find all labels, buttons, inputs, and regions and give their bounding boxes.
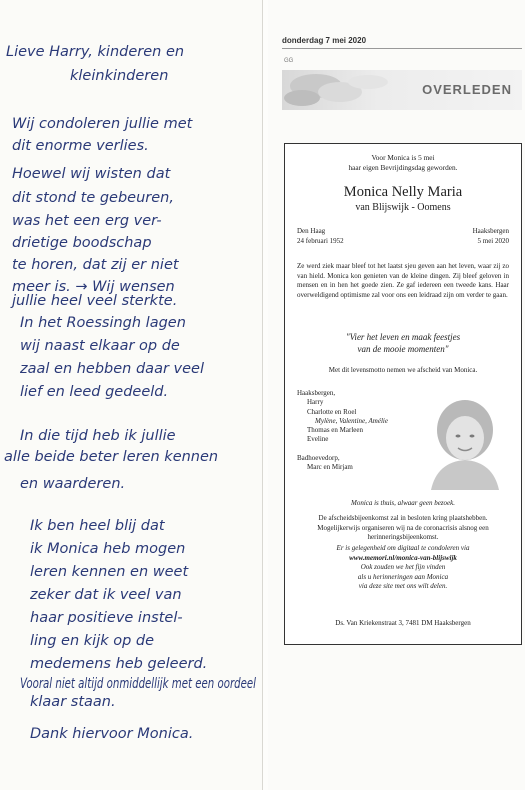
letter-line: Hoewel wij wisten dat — [12, 166, 171, 182]
online-line: Ook zouden we het fijn vinden — [360, 563, 446, 571]
family-address: Ds. Van Kriekenstraat 3, 7481 DM Haaksbergen — [335, 619, 471, 627]
death-notice — [284, 143, 522, 645]
family-place: Haaksbergen, — [297, 389, 336, 397]
memori-link[interactable]: www.memori.nl/monica-van-blijswijk — [349, 553, 457, 562]
letter-line: kleinkinderen — [70, 68, 169, 84]
family-member: Harry — [307, 398, 324, 407]
letter-line: en waarderen. — [20, 476, 126, 492]
deceased-surname: van Blijswijk - Oomens — [355, 202, 451, 213]
quote-line: "Vier het leven en maak feestjes — [345, 332, 461, 342]
birth-date: 24 februari 1952 — [297, 236, 344, 245]
family-member: Marc en Mirjam — [307, 463, 353, 472]
letter-line: In het Roessingh lagen — [20, 315, 186, 331]
death-info — [473, 227, 509, 246]
farewell-note: De afscheidsbijeenkomst zal in besloten kring plaatshebben. Mogelijkerwijs organiseren wij na de coronacrisis alsnog een herinneringsbijeenkomst. — [317, 514, 489, 541]
deceased-name: Monica Nelly Maria — [343, 184, 463, 200]
letter-line: ik Monica heb mogen — [30, 541, 186, 557]
letter-line: Dank hiervoor Monica. — [30, 726, 194, 742]
letter-text — [0, 0, 262, 790]
family-place: Badhoevedorp, — [297, 453, 340, 462]
family-member: Charlotte en Roel — [307, 407, 357, 416]
quote-line: van de mooie momenten" — [357, 343, 449, 354]
letter-line: Vooral niet altijd onmiddellijk met een oordeel — [20, 676, 256, 692]
section-title: OVERLEDEN — [422, 82, 512, 97]
letter-line: te horen, dat zij er niet — [12, 257, 179, 273]
letter-line: ling en kijk op de — [30, 633, 155, 649]
letter-line: klaar staan. — [30, 694, 116, 710]
letter-line: haar positieve instel- — [30, 610, 183, 626]
online-line: als u herinneringen aan Monica — [357, 572, 449, 581]
family-member: Mylène, Valentine, Amélie — [315, 416, 388, 425]
letter-line: jullie heel veel sterkte. — [12, 293, 178, 309]
letter-line: alle beide beter leren kennen — [4, 449, 219, 465]
online-line: via deze site met ons wilt delen. — [358, 582, 448, 590]
notice-intro — [285, 153, 521, 173]
family-list — [297, 389, 388, 472]
letter-line: meer is. → Wij wensen — [12, 279, 175, 295]
online-condolence — [285, 544, 521, 592]
letter-line: In die tijd heb ik jullie — [20, 428, 176, 444]
letter-line: leren kennen en weet — [30, 564, 189, 580]
birth-place: Den Haag — [297, 227, 326, 235]
letter-line: was het een erg ver- — [12, 213, 162, 229]
letter-line: dit enorme verlies. — [12, 138, 149, 154]
death-place: Haaksbergen — [472, 227, 509, 235]
letter-line: zeker dat ik veel van — [30, 587, 182, 603]
notice-body: Ze werd ziek maar bleef tot het laatst sjeu geven aan het leven, waar zij zo van hield. Monica kon genieten van de kleine dingen. Zij bleef geloven in mensen en in hen het goede zien. Ze gaf iedereen een tweede kans. Haar overweldigend optimisme zal voor ons een leidraad zijn om verder te gaan. — [297, 262, 509, 299]
family-member: Thomas en Marleen — [307, 426, 363, 435]
letter-line: Ik ben heel blij dat — [30, 518, 165, 534]
intro-line: Voor Monica is 5 mei — [371, 153, 435, 162]
letter-line: lief en leed gedeeld. — [20, 384, 169, 400]
portrait-photo — [419, 386, 509, 490]
edition-code: GG — [284, 58, 294, 64]
online-line: Er is gelegenheid om digitaal te condoleren via — [336, 544, 470, 552]
home-note: Monica is thuis, alwaar geen bezoek. — [350, 499, 455, 507]
letter-line: medemens heb geleerd. — [30, 656, 208, 672]
newspaper-date: donderdag 7 mei 2020 — [282, 36, 367, 45]
letter-line: wij naast elkaar op de — [20, 338, 180, 354]
header-rule — [282, 48, 522, 49]
birth-info — [297, 227, 344, 246]
letter-line: Lieve Harry, kinderen en — [6, 44, 185, 60]
letter-line: zaal en hebben daar veel — [20, 361, 204, 377]
letter-line: dit stond te gebeuren, — [12, 190, 174, 206]
letter-line: Wij condoleren jullie met — [12, 116, 193, 132]
intro-line: haar eigen Bevrijdingsdag geworden. — [348, 163, 458, 172]
family-member: Eveline — [307, 435, 329, 444]
letter-line: drietige boodschap — [12, 235, 152, 251]
page-fold — [262, 0, 263, 790]
motto-line: Met dit levensmotto nemen we afscheid van Monica. — [328, 366, 478, 374]
life-motto-quote — [285, 332, 521, 355]
death-date: 5 mei 2020 — [477, 236, 509, 245]
section-banner — [282, 70, 522, 110]
